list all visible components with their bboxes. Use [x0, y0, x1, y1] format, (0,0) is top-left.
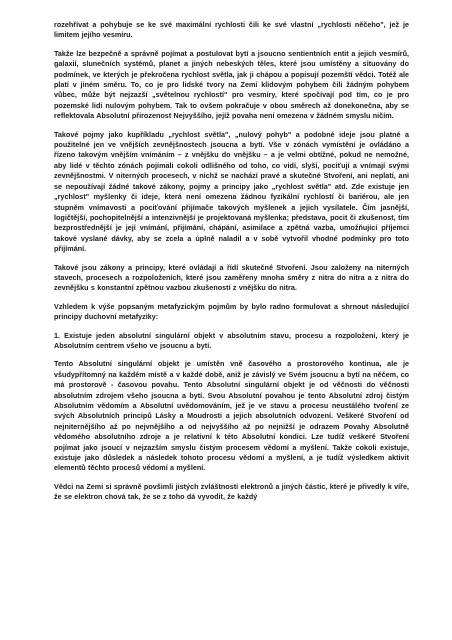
paragraph-speed-limit: rozehřívat a pohybuje se ke své maximální rychlosti čili ke své vlastní „rychlosti něčeho", jež je limitem jejího vesmíru. [54, 20, 409, 40]
paragraph-principle-one: 1. Existuje jeden absolutní singulární objekt v absolutním stavu, procesu a rozpoložení, který je Absolutním centrem všeho ve jsoucnu a bytí. [54, 330, 409, 350]
paragraph-beyond-light-speed: Takže lze bezpečně a správně pojímat a postulovat bytí a jsoucno sentientních entit a jejich vesmírů, galaxií, slunečních systémů, planet a jiných nebeských těles, které jsou umístěny a situovány do podmínek, ve kterých je překročena rychlost světla, jak ji chápou a popisují pozemští vědci. Totéž ale platí v jiném směru. To, co je pro lidské tvory na Zemi klidovým pohybem čili žádným pohybem vůbec, může být nejzazší „světelnou rychlostí" pro vesmíry, které spočívají pod tím, co je pro pozemské lidi nulovým pohybem. Tak to ovšem pokračuje v obou směrech až donekonečna, aby se reflektovala Absolutní přirozenost Nejvyššího, jejíž povaha není omezena v žádném smyslu ničím. [54, 48, 409, 121]
paragraph-laws-of-creation: Takové jsou zákony a principy, které ovládají a řídí skutečné Stvoření. Jsou založeny na niterných stavech, procesech a rozpoloženích, které jsou zaměřeny mnoha směry z nitra do nitra a z nitra do zevnějšku s konstantní zpětnou vazbou zkušeností z vnějšku do nitra. [54, 262, 409, 293]
paragraph-absolute-object: Tento Absolutní singulární objekt je umístěn vně časového a prostorového kontinua, ale je všudypřítomný na každém místě a v každé době, aniž je závislý ve Svém jsoucnu a bytí na něčem, co má prostorově - časovou povahu. Tento Absolutní singulární objekt je od věčnosti do věčnosti absolutním zdrojem všeho jsoucna a bytí. Svou Absolutní povahou je tento Absolutní zdroj čistým Absolutním vědomím a Absolutní uvědomováním, jež je ve stavu a procesu neustálého tvoření ze svých Absolutních principů Lásky a Moudrosti a jejich absolutních odvození. Veškeré Stvoření od nejniternějšího až po nejvnějšího a od nejvyššího až po nejnižší je odrazem Povahy Absolutně vědomého absolutního zdroje a je relativní k této Absolutní kondici. Lze tudíž veškeré Stvoření pojímat jako jsoucí v nejzazším smyslu čistým procesem vědomí a myšlení. Takže cokoli existuje, existuje jako důsledek a následek tohoto procesu vědomí a myšlení, a je tudíž výsledkem aktivit elementů těchto procesů vědomí a myšlení. [54, 359, 409, 473]
paragraph-principles-intro: Vzhledem k výše popsaným metafyzickým pojmům by bylo radno formulovat a shrnout následující principy duchovní metafyziky: [54, 301, 409, 322]
paragraph-external-concepts: Takové pojmy jako kupříkladu „rychlost světla", „nulový pohyb" a podobné ideje jsou platné a použitelné jen ve vnějších zevnějšnostech jsoucna a bytí. Vše v zónách vymístění je ovládáno a řízeno takovým vnějším vnímáním – z vnějšku do vnějšku – a je velmi obtížné, pokud ne nemožné, aby lidé v těchto zónách pojímali cokoli odlišného od toho, co vidí, slyší, pociťují a vnímají svými zevnějšnostmi. V niterných procesech, v nichž se nachází pravé a skutečné Stvoření, ani neplatí, ani se nepoužívají žádné takové zákony, pojmy a principy jako „rychlost světla" atd. Zde existuje jen „rychlost" myšlenky či ideje, která není omezena žádnou fyzikální rychlostí či bariérou, ale jen stupněm vnímavosti a pociťování přijímače takových myšlenek a jejich vysílatele. Čím jasnější, logičtější, pochopitelnější a intenzivnější je projektovaná myšlenka; představa, pocit či zkušenost, tím bezprostřednější je její vnímání, přijímání, chápání, asimilace a zpětná vazba, umožňující příjemci takové vyslané dávky, aby se zcela a úplně naladil a v sobě vytvořil vhodné podmínky pro toto přijímání. [54, 129, 409, 254]
paragraph-electrons: Vědci na Zemi si správně povšimli jistých zvláštností elektronů a jiných částic, které je přivedly k víře, že se elektron chová tak, že se z toho dá vyvodit, že každý [54, 481, 409, 502]
